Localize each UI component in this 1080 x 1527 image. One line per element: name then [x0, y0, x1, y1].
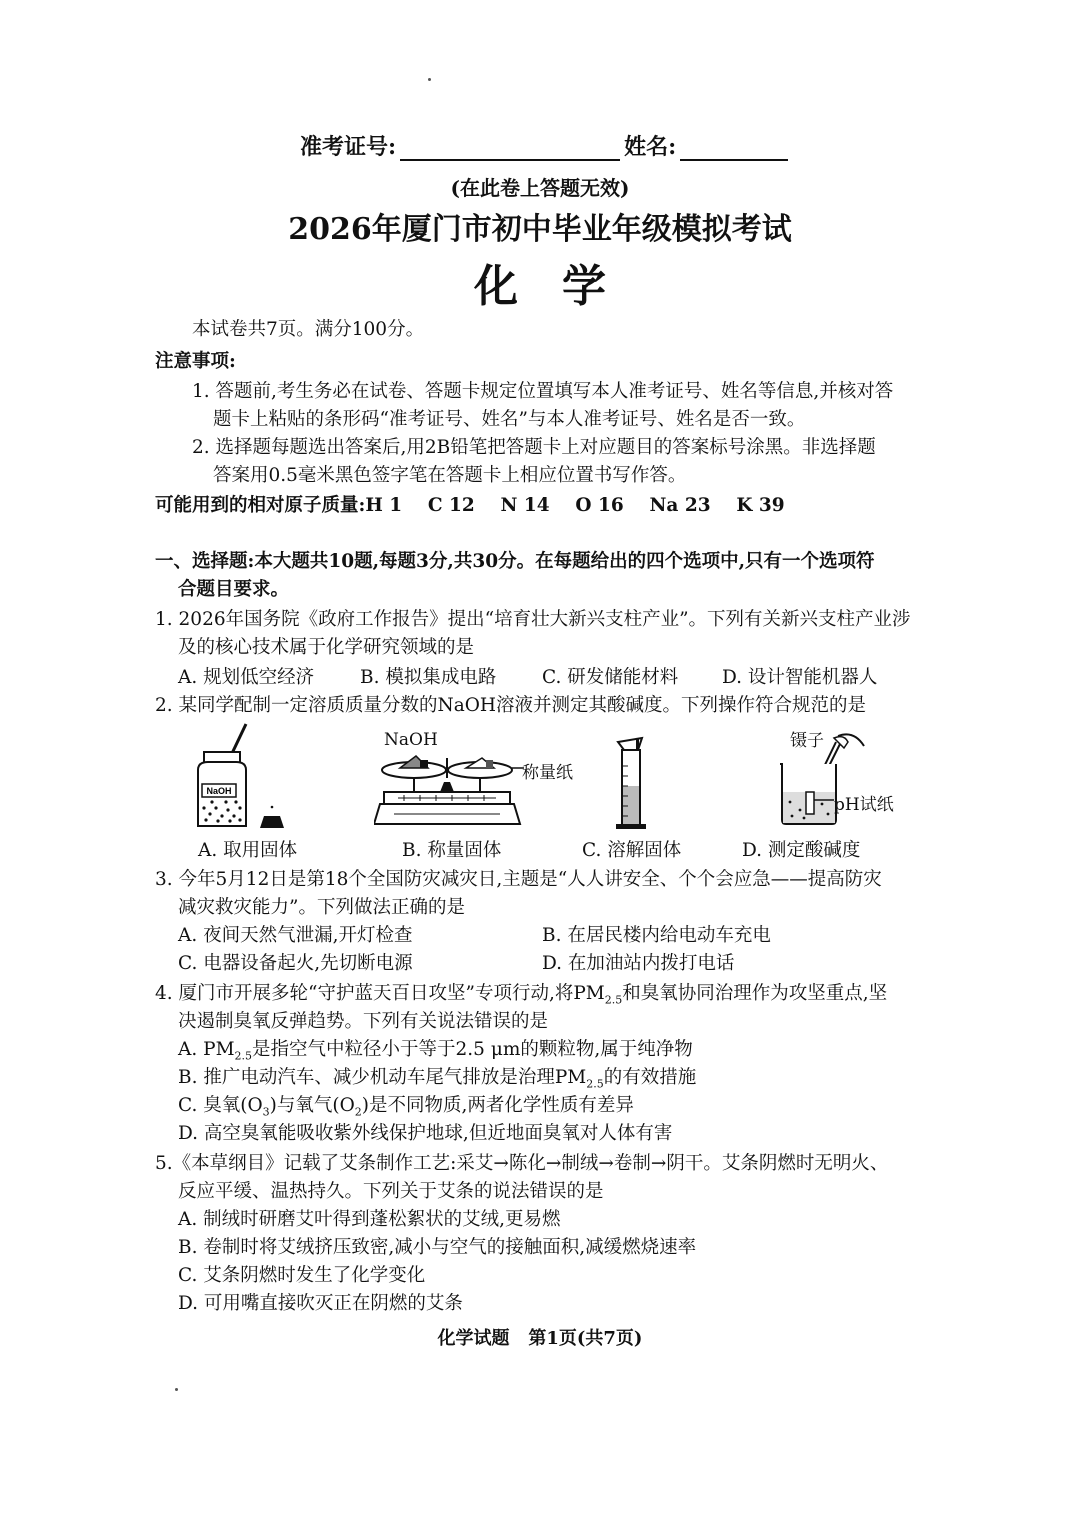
- figure-b-balance: [374, 748, 524, 832]
- section1-line2: 合题目要求。: [178, 579, 290, 600]
- section1-line1: 一、选择题:本大题共10题,每题3分,共30分。在每题给出的四个选项中,只有一个选项符: [155, 551, 875, 572]
- q4-c-part1: C. 臭氧(O: [178, 1095, 263, 1116]
- note-2-line2: 答案用0.5毫米黑色签字笔在答题卡上相应位置书写作答。: [213, 465, 687, 486]
- scan-speck: [175, 1388, 178, 1391]
- name-label: 姓名:: [624, 134, 677, 160]
- q4-a-part1: A. PM: [178, 1039, 235, 1060]
- q1-stem-line1: 1. 2026年国务院《政府工作报告》提出“培育壮大新兴支柱产业”。下列有关新兴支柱产业涉: [155, 609, 911, 630]
- invalid-notice: (在此卷上答题无效): [450, 176, 630, 200]
- note-1-line1: 1. 答题前,考生务必在试卷、答题卡规定位置填写本人准考证号、姓名等信息,并核对答: [192, 381, 894, 402]
- q3-option-d: D. 在加油站内拨打电话: [542, 953, 735, 974]
- naoh-label: NaOH: [384, 730, 438, 750]
- q4-option-d: D. 高空臭氧能吸收紫外线保护地球,但近地面臭氧对人体有害: [178, 1123, 673, 1144]
- tweezers-label: 镊子: [790, 731, 824, 751]
- name-blank: [680, 133, 788, 161]
- q2-option-a: A. 取用固体: [198, 840, 298, 861]
- q4-c-part2: )与氧气(O: [269, 1095, 355, 1116]
- subscript: 2.5: [234, 1049, 253, 1063]
- subscript: 2.5: [586, 1077, 604, 1091]
- exam-title: 2026年厦门市初中毕业年级模拟考试: [288, 212, 792, 247]
- q4-stem-part2: 和臭氧协同治理作为攻坚重点,坚: [622, 983, 888, 1004]
- q5-stem-line2: 反应平缓、温热持久。下列关于艾条的说法错误的是: [178, 1181, 604, 1202]
- q1-option-b: B. 模拟集成电路: [360, 667, 497, 688]
- ph-paper-label: pH试纸: [834, 795, 894, 815]
- q2-stem: 2. 某同学配制一定溶质质量分数的NaOH溶液并测定其酸碱度。下列操作符合规范的是: [155, 695, 867, 716]
- notes-heading: 注意事项:: [155, 351, 236, 372]
- q1-option-a: A. 规划低空经济: [178, 667, 315, 688]
- scan-speck: [428, 78, 431, 81]
- q4-stem-part1: 4. 厦门市开展多轮“守护蓝天百日攻坚”专项行动,将PM: [155, 983, 605, 1004]
- candidate-info-line: [300, 130, 792, 161]
- figure-a-reagent-jar: [190, 722, 300, 834]
- q5-stem-line1: 5.《本草纲目》记载了艾条制作工艺:采艾→陈化→制绒→卷制→阴干。艾条阴燃时无明火、: [155, 1153, 889, 1174]
- page-footer: 化学试题 第1页(共7页): [437, 1328, 643, 1349]
- subscript: 2.5: [604, 993, 623, 1007]
- intro-text: 本试卷共7页。满分100分。: [192, 319, 425, 340]
- q5-option-d: D. 可用嘴直接吹灭正在阴燃的艾条: [178, 1293, 463, 1314]
- weighing-paper-label: 称量纸: [522, 763, 573, 783]
- q5-option-a: A. 制绒时研磨艾叶得到蓬松絮状的艾绒,更易燃: [178, 1209, 561, 1230]
- q4-b-part1: B. 推广电动汽车、减少机动车尾气排放是治理PM: [178, 1067, 587, 1088]
- figure-c-cylinder: [606, 736, 656, 832]
- subject-title: 化学: [474, 261, 650, 312]
- q2-option-c: C. 溶解固体: [582, 840, 682, 861]
- q4-b-part2: 的有效措施: [603, 1067, 697, 1088]
- q3-option-a: A. 夜间天然气泄漏,开灯检查: [178, 925, 413, 946]
- q3-stem-line1: 3. 今年5月12日是第18个全国防灾减灾日,主题是“人人讲安全、个个会应急——提高防灾: [155, 869, 882, 890]
- q1-stem-line2: 及的核心技术属于化学研究领域的是: [178, 637, 475, 658]
- q3-stem-line2: 减灾救灾能力”。下列做法正确的是: [178, 897, 465, 918]
- q4-stem-line2: 决遏制臭氧反弹趋势。下列有关说法错误的是: [178, 1011, 549, 1032]
- q1-option-c: C. 研发储能材料: [542, 667, 679, 688]
- id-label: 准考证号:: [300, 134, 397, 160]
- id-blank: [400, 133, 620, 161]
- note-1-line2: 题卡上粘贴的条形码“准考证号、姓名”与本人准考证号、姓名是否一致。: [213, 409, 806, 430]
- q4-a-part2: 是指空气中粒径小于等于2.5 μm的颗粒物,属于纯净物: [252, 1039, 693, 1060]
- atomic-mass-line: 可能用到的相对原子质量:H 1 C 12 N 14 O 16 Na 23 K 39: [155, 495, 785, 516]
- note-2-line1: 2. 选择题每题选出答案后,用2B铅笔把答题卡上对应题目的答案标号涂黑。非选择题: [192, 437, 876, 458]
- q2-option-d: D. 测定酸碱度: [742, 840, 861, 861]
- q3-option-b: B. 在居民楼内给电动车充电: [542, 925, 771, 946]
- q4-c-part3: )是不同物质,两者化学性质有差异: [361, 1095, 634, 1116]
- subscript: 2: [354, 1105, 362, 1119]
- q5-option-c: C. 艾条阴燃时发生了化学变化: [178, 1265, 426, 1286]
- q3-option-c: C. 电器设备起火,先切断电源: [178, 953, 413, 974]
- q1-option-d: D. 设计智能机器人: [722, 667, 878, 688]
- figure-d-beaker: [778, 730, 870, 830]
- jar-label: NaOH: [206, 786, 232, 796]
- subscript: 3: [262, 1105, 270, 1119]
- q2-option-b: B. 称量固体: [402, 840, 502, 861]
- q5-option-b: B. 卷制时将艾绒挤压致密,减小与空气的接触面积,减缓燃烧速率: [178, 1237, 697, 1258]
